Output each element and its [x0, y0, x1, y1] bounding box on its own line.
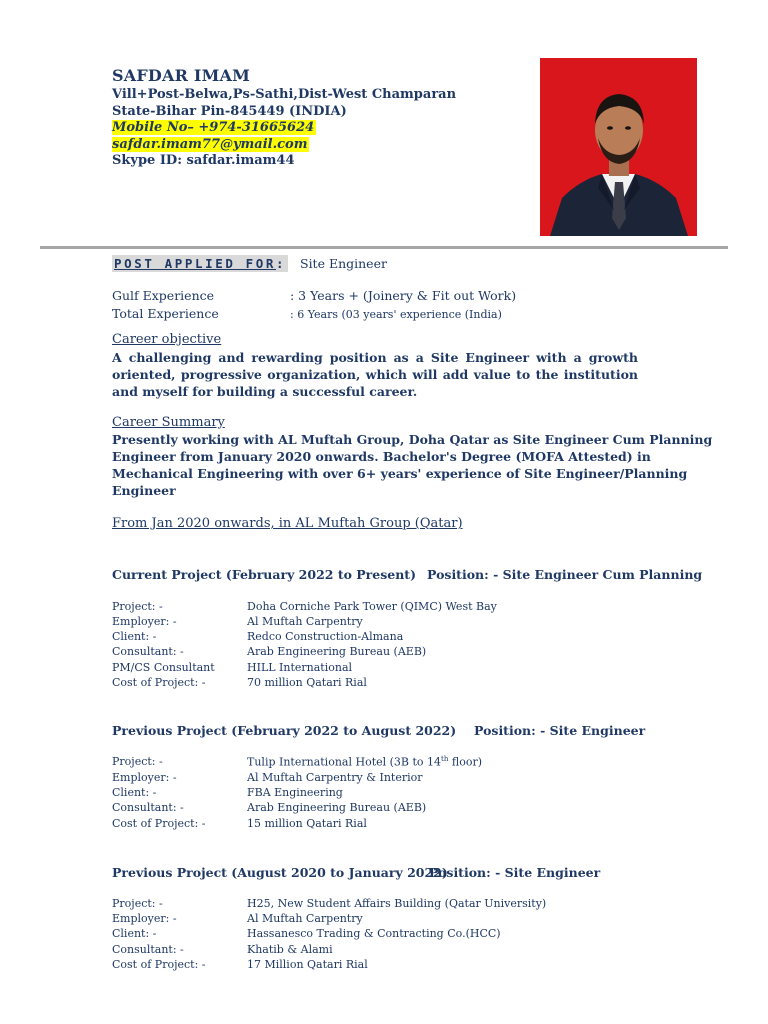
mobile-number: [112, 120, 316, 135]
project-2-row-label: Client: -: [112, 786, 157, 799]
gulf-experience-label: Gulf Experience: [112, 288, 215, 303]
address-line-2: State-Bihar Pin-845449 (INDIA): [112, 104, 347, 119]
project-3-row-label: Project: -: [112, 897, 163, 910]
post-applied-label: [112, 255, 288, 272]
mobile-number-text: Mobile No– +974-31665624: [112, 120, 315, 135]
project-1-row-value: Doha Corniche Park Tower (QIMC) West Bay: [247, 600, 497, 613]
email-address[interactable]: [112, 137, 309, 152]
project-1-row-label: Client: -: [112, 630, 157, 643]
project-2-position: Position: - Site Engineer: [474, 723, 646, 738]
project-3-row-value: Hassanesco Trading & Contracting Co.(HCC): [247, 927, 501, 940]
email-text: safdar.imam77@ymail.com: [112, 137, 308, 152]
skype-id: Skype ID: safdar.imam44: [112, 153, 295, 168]
project-3-row-value: H25, New Student Affairs Building (Qatar University): [247, 897, 547, 910]
project-2-title: Previous Project (February 2022 to August 2022): [112, 723, 457, 738]
project-2-row-value: Al Muftah Carpentry & Interior: [247, 771, 423, 784]
career-objective-text: A challenging and rewarding position as a Site Engineer with a growth oriented, progressive organization, which will add value to the institution and myself for building a successful career.: [112, 350, 638, 399]
project-1-position: Position: - Site Engineer Cum Planning: [427, 567, 703, 582]
project-1-row-label: Project: -: [112, 600, 163, 613]
project-3-row-label: Consultant: -: [112, 943, 184, 956]
project-3-title: Previous Project (August 2020 to January 2022): [112, 865, 448, 880]
project-1-row-value: Arab Engineering Bureau (AEB): [247, 645, 427, 658]
project-2-row-label: Project: -: [112, 755, 163, 768]
career-summary-line-1: Presently working with AL Muftah Group, Doha Qatar as Site Engineer Cum Planning: [112, 432, 713, 447]
project-1-row-label: Cost of Project: -: [112, 676, 206, 689]
project-3-row-value: Khatib & Alami: [247, 943, 333, 956]
profile-photo: [540, 58, 697, 236]
project-3-row-value: Al Muftah Carpentry: [247, 912, 363, 925]
header-divider: [40, 246, 728, 249]
project-2-name-text-after: floor): [448, 755, 483, 769]
project-2-row-label: Employer: -: [112, 771, 177, 784]
project-1-row-label: Consultant: -: [112, 645, 184, 658]
project-2-row-value: 15 million Qatari Rial: [247, 817, 367, 830]
post-applied-value: Site Engineer: [300, 256, 387, 271]
total-experience-value: : 6 Years (03 years' experience (India): [290, 308, 502, 321]
project-1-row-label: Employer: -: [112, 615, 177, 628]
project-1-row-value: HILL International: [247, 661, 353, 674]
project-1-row-value: 70 million Qatari Rial: [247, 676, 367, 689]
project-3-row-value: 17 Million Qatari Rial: [247, 958, 368, 971]
career-summary-line-3: Mechanical Engineering with over 6+ years' experience of Site Engineer/Planning: [112, 466, 688, 481]
project-3-row-label: Employer: -: [112, 912, 177, 925]
career-summary-line-4: Engineer: [112, 483, 176, 498]
project-3-row-label: Cost of Project: -: [112, 958, 206, 971]
person-portrait-icon: [540, 58, 697, 236]
career-summary-line-2: Engineer from January 2020 onwards. Bachelor's Degree (MOFA Attested) in: [112, 449, 651, 464]
project-2-row-label: Cost of Project: -: [112, 817, 206, 830]
project-2-name-text: Tulip International Hotel (3B to 14: [247, 755, 442, 769]
project-3-position: Position: - Site Engineer: [429, 865, 601, 880]
project-3-row-label: Client: -: [112, 927, 157, 940]
project-1-row-value: Redco Construction-Almana: [247, 630, 404, 643]
project-1-title: Current Project (February 2022 to Present): [112, 567, 416, 582]
project-2-row-value: Arab Engineering Bureau (AEB): [247, 801, 427, 814]
project-1-row-label: PM/CS Consultant: [112, 661, 215, 674]
project-2-row-value: [247, 755, 482, 769]
address-line-1: Vill+Post-Belwa,Ps-Sathi,Dist-West Champaran: [112, 87, 457, 102]
post-applied-colon: :: [276, 256, 287, 271]
project-2-row-label: Consultant: -: [112, 801, 184, 814]
post-applied-label-text: POST APPLIED FOR: [114, 256, 277, 271]
project-1-row-value: Al Muftah Carpentry: [247, 615, 363, 628]
candidate-name: SAFDAR IMAM: [112, 66, 251, 85]
gulf-experience-value: : 3 Years + (Joinery & Fit out Work): [290, 288, 517, 303]
employment-heading: From Jan 2020 onwards, in AL Muftah Group (Qatar): [112, 516, 463, 531]
project-2-name-sup: th: [441, 755, 449, 763]
career-objective-heading: Career objective: [112, 332, 222, 347]
career-summary-heading: Career Summary: [112, 415, 225, 430]
project-2-row-value: FBA Engineering: [247, 786, 343, 799]
total-experience-label: Total Experience: [112, 306, 219, 321]
